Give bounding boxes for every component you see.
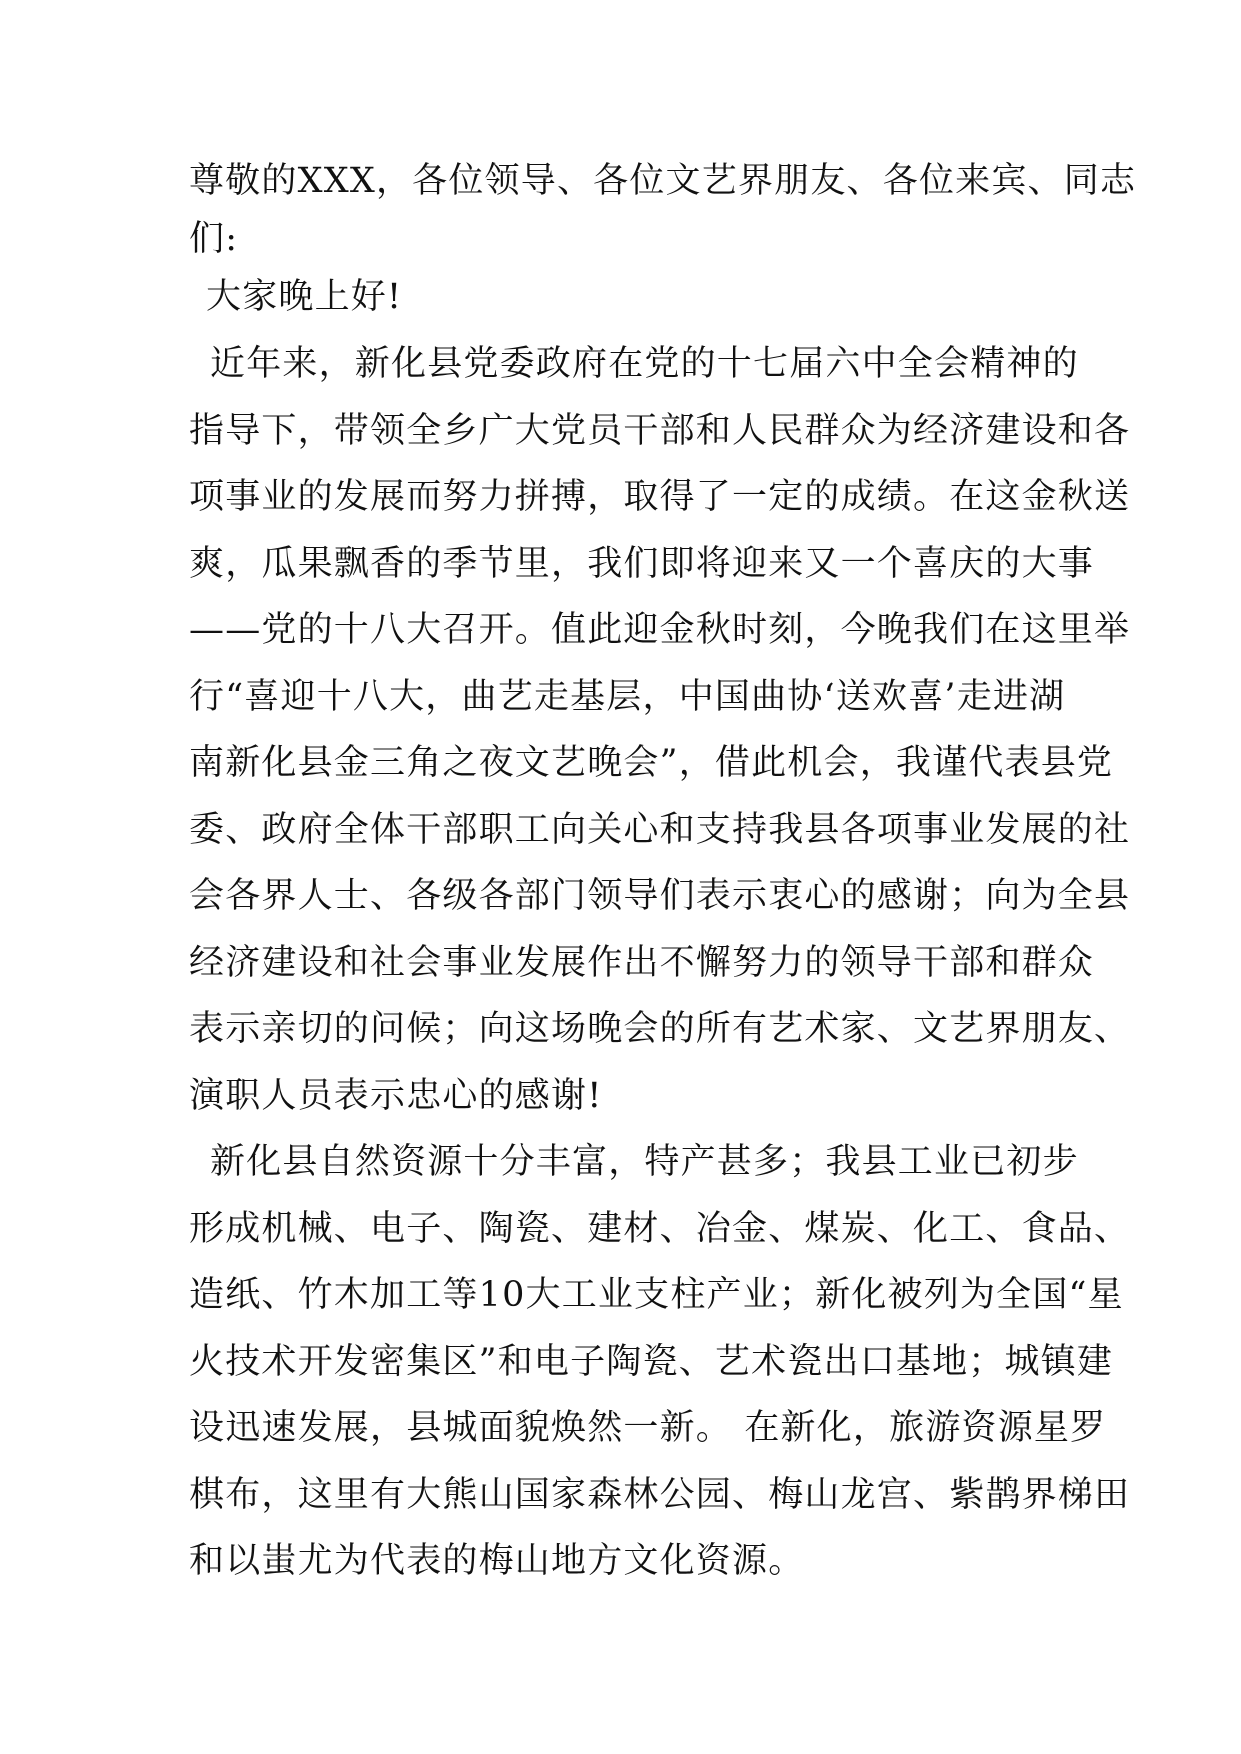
text-line: 南新化县金三角之夜文艺晚会”，借此机会，我谨代表县党: [189, 743, 1114, 783]
text-line: 和以蚩尤为代表的梅山地方文化资源。: [189, 1541, 805, 1581]
text-line: 指导下，带领全乡广大党员干部和人民群众为经济建设和各: [189, 411, 1131, 451]
text-line: 新化县自然资源十分丰富，特产甚多；我县工业已初步: [210, 1142, 1079, 1182]
text-line: 委、政府全体干部职工向关心和支持我县各项事业发展的社: [189, 810, 1131, 850]
text-line: 们:: [189, 219, 239, 259]
text-line: 项事业的发展而努力拼搏，取得了一定的成绩。在这金秋送: [189, 477, 1131, 517]
text-line: ——党的十八大召开。值此迎金秋时刻，今晚我们在这里举: [189, 610, 1131, 650]
text-line: 大家晚上好!: [206, 277, 403, 317]
text-line: 造纸、竹木加工等10大工业支柱产业；新化被列为全国“星: [189, 1275, 1124, 1315]
text-line: 演职人员表示忠心的感谢!: [189, 1076, 603, 1116]
text-line: 会各界人士、各级各部门领导们表示衷心的感谢；向为全县: [189, 876, 1131, 916]
text-line: 设迅速发展，县城面貌焕然一新。 在新化，旅游资源星罗: [189, 1408, 1107, 1448]
text-line: 表示亲切的问候；向这场晚会的所有艺术家、文艺界朋友、: [189, 1009, 1131, 1049]
text-line: 棋布，这里有大熊山国家森林公园、梅山龙宫、紫鹊界梯田: [189, 1475, 1131, 1515]
text-line: 爽，瓜果飘香的季节里，我们即将迎来又一个喜庆的大事: [189, 544, 1095, 584]
text-line: 形成机械、电子、陶瓷、建材、冶金、煤炭、化工、食品、: [189, 1209, 1131, 1249]
text-line: 火技术开发密集区”和电子陶瓷、艺术瓷出口基地；城镇建: [189, 1342, 1114, 1382]
text-line: 经济建设和社会事业发展作出不懈努力的领导干部和群众: [189, 943, 1095, 983]
text-line: 近年来，新化县党委政府在党的十七届六中全会精神的: [210, 344, 1079, 384]
text-line: 尊敬的XXX，各位领导、各位文艺界朋友、各位来宾、同志: [189, 161, 1137, 201]
text-line: 行“喜迎十八大，曲艺走基层，中国曲协‘送欢喜’走进湖: [189, 677, 1066, 717]
